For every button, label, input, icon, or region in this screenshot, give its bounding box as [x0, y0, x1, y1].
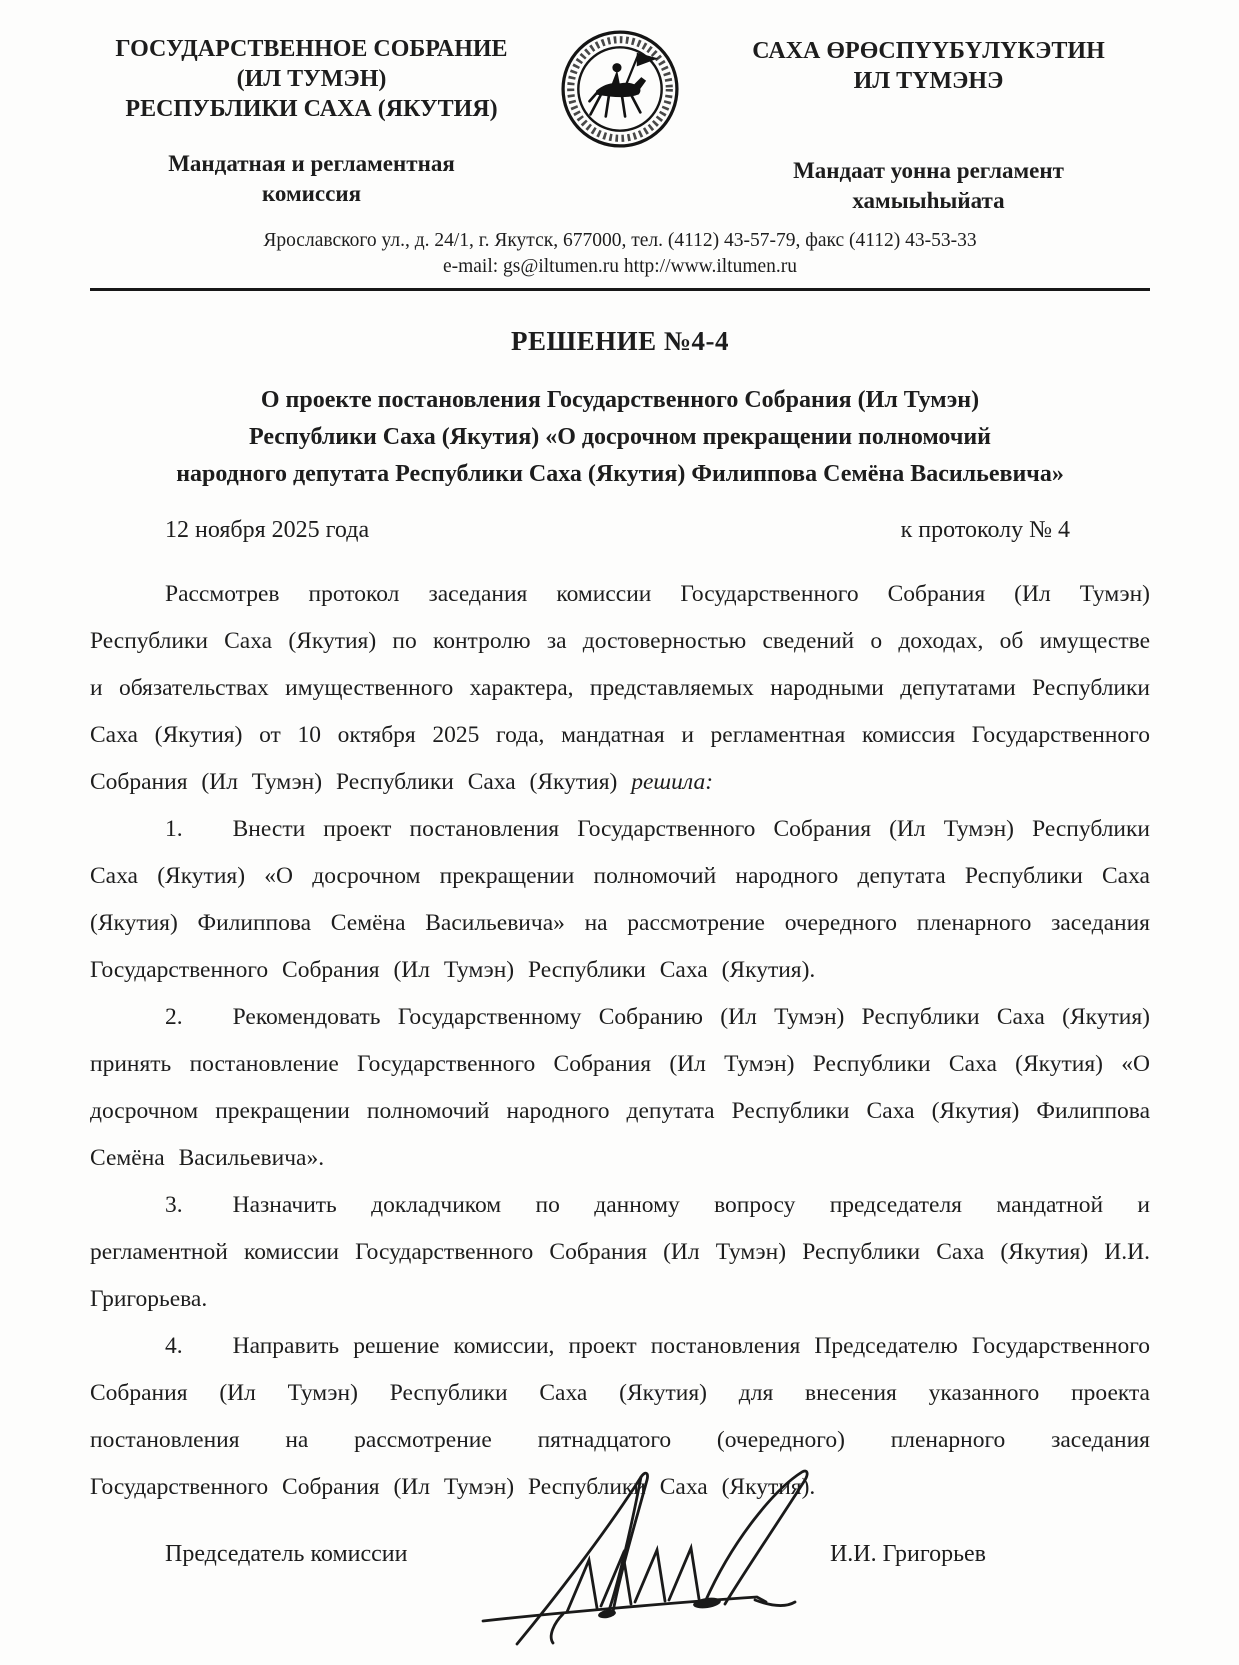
signature-block [90, 1539, 1150, 1569]
commission-name-russian [90, 149, 533, 209]
commission-name-line: хамыыһыйата [852, 188, 1005, 213]
item-text: Назначить докладчиком по данному вопросу председателя мандатной и регламентной комиссии Государственного Собрания (Ил Тумэн) Республики Саха (Якутия) И.И. Григорьева. [90, 1192, 1150, 1312]
org-name-russian [90, 34, 533, 124]
item-number: 2. [165, 1004, 183, 1030]
org-block-russian [90, 34, 533, 209]
commission-name-line: комиссия [261, 181, 362, 206]
letterhead [90, 34, 1150, 216]
commission-name-line: Мандаат уонна регламент [793, 158, 1064, 183]
resolution-item-4 [90, 1323, 1150, 1511]
org-name-line: РЕСПУБЛИКИ САХА (ЯКУТИЯ) [125, 96, 498, 122]
commission-name-line: Мандатная и регламентная [168, 151, 455, 176]
intro-paragraph [90, 571, 1150, 806]
resolution-item-3 [90, 1182, 1150, 1323]
sakha-horseman-seal-icon [559, 28, 681, 150]
item-text: Направить решение комиссии, проект постановления Председателю Государственного Собрания (Ил Тумэн) Республики Саха (Якутия) для внесения указанного проекта постановления на рассмотрение пятнадцатого (очередного) пленарного заседания Государственного Собрания (Ил Тумэн) Республики Саха (Якутия). [90, 1333, 1150, 1500]
commission-name-sakha [707, 156, 1150, 216]
org-name-line: ГОСУДАРСТВЕННОЕ СОБРАНИЕ [115, 36, 508, 62]
resolution-item-1 [90, 806, 1150, 994]
resolved-word: решила: [631, 769, 714, 795]
signatory-name: И.И. Григорьев [829, 1541, 986, 1567]
item-number: 3. [165, 1192, 183, 1218]
signatory-title: Председатель комиссии [165, 1541, 408, 1567]
intro-text: Рассмотрев протокол заседания комиссии Государственного Собрания (Ил Тумэн) Республики Саха (Якутия) по контролю за достоверностью сведений о доходах, об имуществе и обязательствах имущественного характера, представляемых народными депутатами Республики Саха (Якутия) от 10 октября 2025 года, мандатная и регламентная комиссия Государственного Собрания (Ил Тумэн) Республики Саха (Якутия) [90, 581, 1150, 795]
item-number: 4. [165, 1333, 183, 1359]
item-text: Рекомендовать Государственному Собранию (Ил Тумэн) Республики Саха (Якутия) принять постановление Государственного Собрания (Ил Тумэн) Республики Саха (Якутия) «О досрочном прекращении полномочий народного депутата Республики Саха (Якутия) Филиппова Семёна Васильевича». [90, 1004, 1150, 1171]
subject-line: О проекте постановления Государственного Собрания (Ил Тумэн) [260, 387, 980, 413]
subject-line: народного депутата Республики Саха (Якутия) Филиппова Семёна Васильевича» [176, 461, 1064, 487]
emblem-container [541, 34, 699, 150]
document-subject [90, 382, 1150, 493]
org-block-sakha [707, 34, 1150, 216]
document-date: 12 ноября 2025 года [165, 517, 370, 543]
item-text: Внести проект постановления Государственного Собрания (Ил Тумэн) Республики Саха (Якутия) «О досрочном прекращении полномочий народного депутата Республики Саха (Якутия) Филиппова Семёна Васильевича» на рассмотрение очередного пленарного заседания Государственного Собрания (Ил Тумэн) Республики Саха (Якутия). [90, 816, 1150, 983]
document-title: РЕШЕНИЕ №4-4 [510, 326, 730, 356]
meta-row [90, 515, 1150, 545]
contact-line: e-mail: gs@iltumen.ru http://www.iltumen.ru [442, 256, 798, 277]
header-divider [90, 288, 1150, 291]
address-block [90, 228, 1150, 280]
subject-line: Республики Саха (Якутия) «О досрочном прекращении полномочий [248, 424, 992, 450]
protocol-reference: к протоколу № 4 [900, 517, 1070, 543]
resolution-item-2 [90, 994, 1150, 1182]
org-name-line: ИЛ ТҮМЭНЭ [853, 68, 1004, 94]
horseman-glyph [590, 53, 657, 116]
org-name-sakha [707, 34, 1150, 96]
postal-address-line: Ярославского ул., д. 24/1, г. Якутск, 677000, тел. (4112) 43-57-79, факс (4112) 43-53-33 [263, 230, 977, 251]
org-name-line: (ИЛ ТУМЭН) [236, 66, 387, 92]
document-body [90, 571, 1150, 1511]
org-name-line: САХА ӨРӨСПҮҮБҮЛҮКЭТИН [752, 38, 1105, 64]
item-number: 1. [165, 816, 183, 842]
